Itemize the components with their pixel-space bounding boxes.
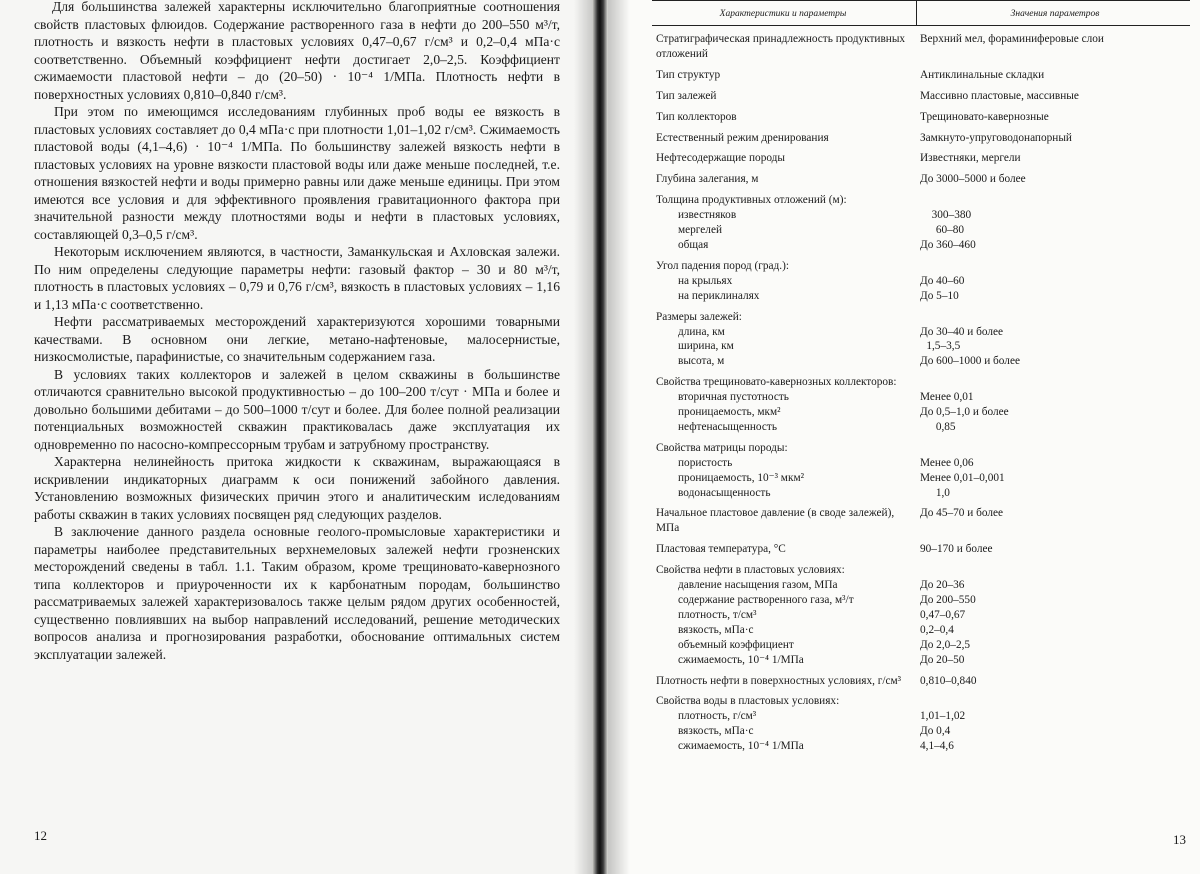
row-value: До 40–60 [920, 274, 1190, 289]
row-value: Менее 0,01 [920, 390, 1190, 405]
row-value: Замкнуто-упруговодонапорный [920, 131, 1190, 146]
row-label: Глубина залегания, м [652, 172, 920, 187]
row-value: До 3000–5000 и более [920, 172, 1190, 187]
table-subrow [652, 593, 1190, 608]
table-subrow [652, 471, 1190, 486]
table-subrow [652, 390, 1190, 405]
table-subrow [652, 623, 1190, 638]
table-row [652, 68, 1190, 83]
page-number-right: 13 [1173, 832, 1186, 848]
row-label: плотность, т/см³ [652, 608, 920, 623]
table-row-group-dip [652, 259, 1190, 274]
paragraph: Некоторым исключением являются, в частности, Заманкульская и Ахловская залежи. По ним определены следующие параметры нефти: газовый фактор – 30 и 80 м³/т, плотность в пластовых условиях – 0,79 и 0,76 г/см³, вязкость в пластовых условиях – 1,16 и 1,13 мПа·с соответственно. [34, 243, 560, 313]
row-label: общая [652, 238, 920, 253]
gutter-shadow-left [574, 0, 592, 874]
row-label: Размеры залежей: [652, 310, 920, 325]
row-value: Верхний мел, фораминиферовые слои [920, 32, 1190, 62]
row-label: проницаемость, мкм² [652, 405, 920, 420]
row-label: вязкость, мПа·с [652, 623, 920, 638]
table-row-group-oil [652, 563, 1190, 578]
row-value: Менее 0,06 [920, 456, 1190, 471]
row-value: Менее 0,01–0,001 [920, 471, 1190, 486]
left-page [0, 0, 592, 874]
row-label: высота, м [652, 354, 920, 369]
parameters-table [652, 0, 1190, 754]
table-row-group-size [652, 310, 1190, 325]
header-values: Значения параметров [920, 7, 1190, 22]
table-header [652, 0, 1190, 26]
row-label: длина, км [652, 325, 920, 340]
row-label: Толщина продуктивных отложений (м): [652, 193, 920, 208]
table-subrow [652, 420, 1190, 435]
row-value: 90–170 и более [920, 542, 1190, 557]
row-label: Тип коллекторов [652, 110, 920, 125]
table-row [652, 542, 1190, 557]
table-row-group-thickness [652, 193, 1190, 208]
row-value: До 5–10 [920, 289, 1190, 304]
row-label: Естественный режим дренирования [652, 131, 920, 146]
row-value: До 200–550 [920, 593, 1190, 608]
paragraph: Нефти рассматриваемых месторождений характеризуются хорошими товарными качествами. В основном они легкие, метано-нафтеновые, малосернистые, низкосмолистые, парафинистые, со значительным содержанием газа. [34, 313, 560, 366]
row-value: Известняки, мергели [920, 151, 1190, 166]
row-value: До 600–1000 и более [920, 354, 1190, 369]
row-label: Свойства матрицы породы: [652, 441, 920, 456]
row-value: Трещиновато-кавернозные [920, 110, 1190, 125]
row-value: До 0,5–1,0 и более [920, 405, 1190, 420]
row-label: Свойства нефти в пластовых условиях: [652, 563, 920, 578]
table-row [652, 172, 1190, 187]
row-label: Угол падения пород (град.): [652, 259, 920, 274]
table-row-group-fracture [652, 375, 1190, 390]
row-value: 0,2–0,4 [920, 623, 1190, 638]
row-label: пористость [652, 456, 920, 471]
row-label: Свойства трещиновато-кавернозных коллекторов: [652, 375, 920, 390]
row-label: Свойства воды в пластовых условиях: [652, 694, 920, 709]
row-label: содержание растворенного газа, м³/т [652, 593, 920, 608]
row-label: объемный коэффициент [652, 638, 920, 653]
row-label: вторичная пустотность [652, 390, 920, 405]
row-label: Пластовая температура, °С [652, 542, 920, 557]
row-label: сжимаемость, 10⁻⁴ 1/МПа [652, 653, 920, 668]
row-value: Массивно пластовые, массивные [920, 89, 1190, 104]
table-subrow [652, 208, 1190, 223]
row-value: 60–80 [906, 223, 1190, 238]
paragraph: Для большинства залежей характерны исключительно благоприятные соотношения свойств пластовых флюидов. Содержание растворенного газа в нефти до 200–550 м³/т, плотность и вязкость нефти в пластовых условиях 0,47–0,67 г/см³ и 0,2–0,4 мПа·с соответственно. Объемный коэффициент нефти достигает 2,0–2,5. Коэффициент сжимаемости пластовой нефти – до (20–50) · 10⁻⁴ 1/МПа. Плотность нефти в поверхностных условиях 0,810–0,840 г/см³. [34, 0, 560, 103]
row-label: известняков [652, 208, 910, 223]
table-subrow [652, 274, 1190, 289]
table-subrow [652, 223, 1190, 238]
page-number-left: 12 [34, 828, 47, 844]
row-value: До 30–40 и более [920, 325, 1190, 340]
row-value: 1,01–1,02 [920, 709, 1190, 724]
table-subrow [652, 724, 1190, 739]
table-subrow [652, 339, 1190, 354]
table-subrow [652, 739, 1190, 754]
table-row-group-water [652, 694, 1190, 709]
table-subrow [652, 238, 1190, 253]
table-subrow [652, 653, 1190, 668]
right-page [608, 0, 1200, 874]
paragraph: В условиях таких коллекторов и залежей в целом скважины в большинстве отличаются сравнительно высокой продуктивностью – до 100–200 т/сут · МПа и более и довольно большими дебитами – до 500–1000 т/сут и более. Для более полной реализации потенциальных возможностей скважин практиковалась даже эксплуатация их одновременно по насосно-компрессорным трубам и затрубному пространству. [34, 366, 560, 454]
header-characteristics: Характеристики и параметры [652, 7, 914, 22]
row-value: 1,5–3,5 [914, 339, 1190, 354]
row-value: 1,0 [906, 486, 1190, 501]
row-label: плотность, г/см³ [652, 709, 920, 724]
paragraph: Характерна нелинейность притока жидкости к скважинам, выражающаяся в искривлении индикаторных диаграмм к оси понижений забойного давления. Установлению возможных физических причин этого и аналитическим иследованиям работы скважин в таких условиях посвящен ряд следующих разделов. [34, 453, 560, 523]
row-value: 4,1–4,6 [920, 739, 1190, 754]
row-label: вязкость, мПа·с [652, 724, 920, 739]
row-value: Антиклинальные складки [920, 68, 1190, 83]
table-row [652, 32, 1190, 62]
table-subrow [652, 709, 1190, 724]
row-value: До 20–50 [920, 653, 1190, 668]
row-label: Плотность нефти в поверхностных условиях, г/см³ [652, 674, 920, 689]
header-divider [916, 1, 917, 25]
table-row-group-matrix [652, 441, 1190, 456]
paragraph: При этом по имеющимся исследованиям глубинных проб воды ее вязкость в пластовых условиях составляет до 0,4 мПа·с при плотности 1,01–1,02 г/см³. Сжимаемость пластовой воды (4,1–4,6) · 10⁻⁴ 1/МПа. По большинству залежей вязкость нефти в пластовых условиях на уровне вязкости пластовой воды или даже меньше последней, т.е. отношения вязкостей нефти и воды примерно равны или даже меньше единицы. При этом имеются все условия и для эффективного проявления гравитационного фактора при значительной разности между плотностями воды и нефти в пластовых условиях, составляющей 0,3–0,5 г/см³. [34, 103, 560, 243]
book-gutter [592, 0, 608, 874]
row-label: Тип структур [652, 68, 920, 83]
table-row [652, 674, 1190, 689]
row-value: 0,85 [906, 420, 1190, 435]
row-value: До 45–70 и более [920, 506, 1190, 536]
row-label: водонасыщенность [652, 486, 906, 501]
row-value: До 360–460 [920, 238, 1190, 253]
row-label: проницаемость, 10⁻³ мкм² [652, 471, 920, 486]
row-label: на периклиналях [652, 289, 920, 304]
row-label: Нефтесодержащие породы [652, 151, 920, 166]
left-page-text [34, 0, 560, 663]
row-label: мергелей [652, 223, 906, 238]
row-value: До 2,0–2,5 [920, 638, 1190, 653]
table-row [652, 151, 1190, 166]
table-row [652, 89, 1190, 104]
row-label: Стратиграфическая принадлежность продуктивных отложений [652, 32, 920, 62]
table-row [652, 506, 1190, 536]
table-subrow [652, 289, 1190, 304]
row-value: До 20–36 [920, 578, 1190, 593]
row-label: ширина, км [652, 339, 914, 354]
row-value: 300–380 [910, 208, 1190, 223]
table-subrow [652, 405, 1190, 420]
table-row [652, 110, 1190, 125]
table-subrow [652, 456, 1190, 471]
row-label: Начальное пластовое давление (в своде залежей), МПа [652, 506, 920, 536]
gutter-shadow-right [608, 0, 630, 874]
row-value: До 0,4 [920, 724, 1190, 739]
row-value: 0,47–0,67 [920, 608, 1190, 623]
row-label: сжимаемость, 10⁻⁴ 1/МПа [652, 739, 920, 754]
row-label: нефтенасыщенность [652, 420, 906, 435]
table-subrow [652, 486, 1190, 501]
row-label: на крыльях [652, 274, 920, 289]
table-subrow [652, 578, 1190, 593]
table-subrow [652, 325, 1190, 340]
table-subrow [652, 638, 1190, 653]
paragraph: В заключение данного раздела основные геолого-промысловые характеристики и параметры наиболее представительных верхнемеловых залежей нефти грозненских месторождений сведены в табл. 1.1. Таким образом, кроме трещиновато-кавернозного типа коллекторов и приуроченности их к карбонатным породам, большинство рассматриваемых залежей характеризовалось также целым рядом других особенностей, существенно повлиявших на выбор направлений исследований, решение методических вопросов анализа и прогнозирования разработки, обоснование оптимальных систем эксплуатации залежей. [34, 523, 560, 663]
row-label: давление насыщения газом, МПа [652, 578, 920, 593]
table-subrow [652, 354, 1190, 369]
row-value: 0,810–0,840 [920, 674, 1190, 689]
table-subrow [652, 608, 1190, 623]
row-label: Тип залежей [652, 89, 920, 104]
table-row [652, 131, 1190, 146]
